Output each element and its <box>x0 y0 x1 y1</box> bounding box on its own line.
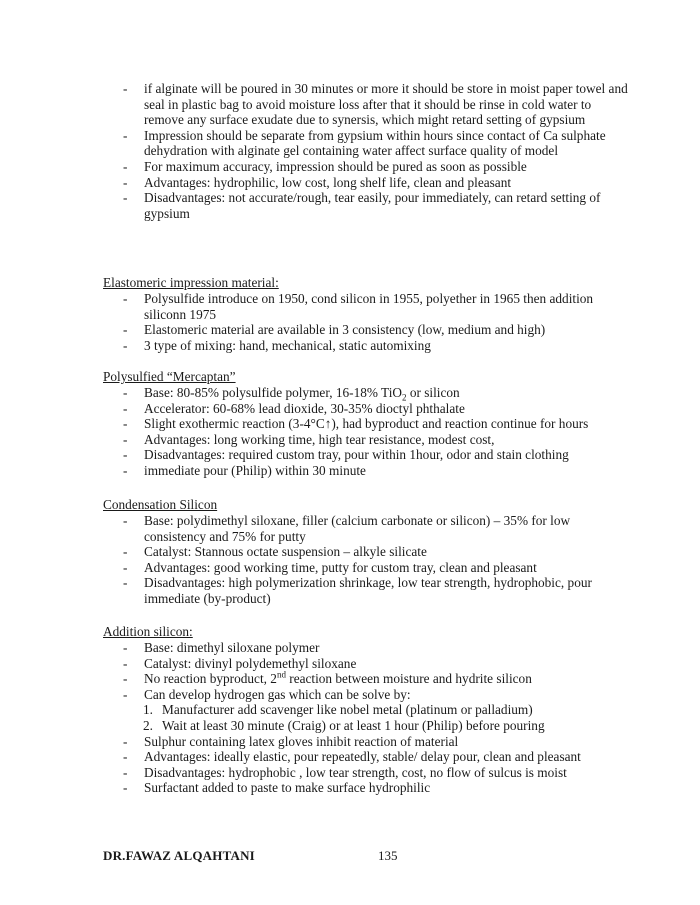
list-item-text: Sulphur containing latex gloves inhibit reaction of material <box>144 733 459 749</box>
list-item-text: Catalyst: divinyl polydemethyl siloxane <box>144 655 357 671</box>
list-item <box>103 447 633 463</box>
list-item <box>103 385 633 401</box>
bullet-dash: - <box>123 640 128 655</box>
list-item-text: reaction between moisture and hydrite silicon <box>285 671 532 687</box>
numbered-item <box>103 718 633 734</box>
bullet-dash: - <box>123 416 128 432</box>
bullet-dash: - <box>123 127 128 143</box>
list-item-text: Accelerator: 60-68% lead dioxide, 30-35% dioctyl phthalate <box>144 400 465 416</box>
alginate-section <box>103 81 633 221</box>
subscript: 2 <box>402 392 407 403</box>
numbered-item <box>103 702 633 718</box>
list-item <box>103 175 633 191</box>
elastomeric-list <box>103 291 633 353</box>
bullet-dash: - <box>123 431 128 447</box>
bullet-dash: - <box>123 337 128 353</box>
list-item <box>103 765 633 781</box>
list-item-text: For maximum accuracy, impression should be pured as soon as possible <box>144 158 527 174</box>
bullet-dash: - <box>123 291 128 306</box>
item-number: 1. <box>143 702 153 718</box>
list-item-text: Advantages: good working time, putty for custom tray, clean and pleasant <box>144 559 537 575</box>
bullet-dash: - <box>123 158 128 174</box>
list-item <box>103 338 633 354</box>
list-item-text: Surfactant added to paste to make surface hydrophilic <box>144 780 431 796</box>
numbered-item-text: Manufacturer add scavenger like nobel metal (platinum or palladium) <box>162 702 533 718</box>
list-item-text: Base: 80-85% polysulfide polymer, 16-18% TiO <box>144 385 403 400</box>
list-item <box>103 432 633 448</box>
bullet-dash: - <box>123 733 128 749</box>
condensation-section <box>103 497 633 607</box>
superscript: nd <box>276 669 286 680</box>
bullet-dash: - <box>123 385 128 400</box>
list-item-text: Disadvantages: not accurate/rough, tear easily, pour immediately, can retard setting of gypsium <box>144 190 601 221</box>
list-item-text: immediate pour (Philip) within 30 minute <box>144 462 366 478</box>
list-item <box>103 544 633 560</box>
list-item-text: or silicon <box>406 385 460 400</box>
list-item <box>103 780 633 796</box>
list-item <box>103 734 633 750</box>
list-item <box>103 190 633 221</box>
bullet-dash: - <box>123 686 128 702</box>
bullet-dash: - <box>123 322 128 338</box>
list-item-text: No reaction byproduct, 2 <box>144 671 277 687</box>
section-heading: Elastomeric impression material: <box>103 275 279 290</box>
list-item-text: Elastomeric material are available in 3 consistency (low, medium and high) <box>144 322 546 338</box>
list-item-text: Base: dimethyl siloxane polymer <box>144 640 320 655</box>
list-item-text: Advantages: ideally elastic, pour repeatedly, stable/ delay pour, clean and pleasant <box>144 749 581 765</box>
list-item-text: Slight exothermic reaction (3-4°C↑), had byproduct and reaction continue for hours <box>144 416 589 432</box>
list-item-text: Advantages: hydrophilic, low cost, long shelf life, clean and pleasant <box>144 174 512 190</box>
bullet-dash: - <box>123 81 128 96</box>
addition-section <box>103 624 633 796</box>
list-item-text: if alginate will be poured in 30 minutes or more it should be store in moist paper towel and seal in plastic bag to avoid moisture loss after that it should be rinse in cold water to remove any surface exudate due to synersis, which might retard setting of gypsium <box>144 81 628 128</box>
list-item-text: Base: polydimethyl siloxane, filler (calcium carbonate or silicon) – 35% for low consistency and 75% for putty <box>144 513 571 544</box>
bullet-dash: - <box>123 190 128 206</box>
bullet-dash: - <box>123 575 128 591</box>
list-item-text: Disadvantages: hydrophobic , low tear strength, cost, no flow of sulcus is moist <box>144 764 567 780</box>
list-item <box>103 656 633 672</box>
polysulfide-section <box>103 369 633 479</box>
list-item <box>103 291 633 322</box>
bullet-dash: - <box>123 671 128 687</box>
addition-sublist <box>103 702 633 733</box>
bullet-dash: - <box>123 513 128 528</box>
bullet-dash: - <box>123 749 128 765</box>
bullet-dash: - <box>123 400 128 416</box>
section-heading: Addition silicon: <box>103 624 193 639</box>
addition-list-continued <box>103 734 633 796</box>
bullet-dash: - <box>123 764 128 780</box>
list-item-text: Disadvantages: required custom tray, pour within 1hour, odor and stain clothing <box>144 447 569 463</box>
elastomeric-section <box>103 275 633 353</box>
bullet-dash: - <box>123 544 128 560</box>
list-item <box>103 513 633 544</box>
list-item <box>103 749 633 765</box>
list-item-text: Can develop hydrogen gas which can be solve by: <box>144 686 411 702</box>
list-item <box>103 128 633 159</box>
bullet-dash: - <box>123 174 128 190</box>
polysulfide-list <box>103 385 633 479</box>
list-item <box>103 416 633 432</box>
bullet-dash: - <box>123 462 128 478</box>
condensation-list <box>103 513 633 607</box>
list-item <box>103 575 633 606</box>
alginate-list <box>103 81 633 221</box>
list-item <box>103 671 633 687</box>
footer-author: DR.FAWAZ ALQAHTANI <box>103 848 255 863</box>
list-item <box>103 159 633 175</box>
bullet-dash: - <box>123 780 128 796</box>
section-heading: Condensation Silicon <box>103 497 218 512</box>
item-number: 2. <box>143 717 153 733</box>
bullet-dash: - <box>123 447 128 463</box>
list-item-text: Disadvantages: high polymerization shrinkage, low tear strength, hydrophobic, pour immediate (by-product) <box>144 575 592 606</box>
list-item-text: Catalyst: Stannous octate suspension – alkyle silicate <box>144 544 427 560</box>
list-item-text: Impression should be separate from gypsium within hours since contact of Ca sulphate dehydration with alginate gel containing water affect surface quality of model <box>144 127 606 159</box>
list-item-text: 3 type of mixing: hand, mechanical, static automixing <box>144 337 431 353</box>
list-item-text: Advantages: long working time, high tear resistance, modest cost, <box>144 431 495 447</box>
bullet-dash: - <box>123 655 128 671</box>
page-number: 135 <box>378 848 398 863</box>
list-item <box>103 463 633 479</box>
list-item <box>103 560 633 576</box>
addition-list <box>103 640 633 702</box>
list-item-text: Polysulfide introduce on 1950, cond silicon in 1955, polyether in 1965 then addition siliconn 1975 <box>144 291 594 322</box>
list-item <box>103 322 633 338</box>
list-item <box>103 401 633 417</box>
list-item <box>103 640 633 656</box>
section-heading: Polysulfied “Mercaptan” <box>103 369 236 384</box>
bullet-dash: - <box>123 559 128 575</box>
numbered-item-text: Wait at least 30 minute (Craig) or at least 1 hour (Philip) before pouring <box>162 717 545 733</box>
list-item <box>103 687 633 703</box>
list-item <box>103 81 633 128</box>
